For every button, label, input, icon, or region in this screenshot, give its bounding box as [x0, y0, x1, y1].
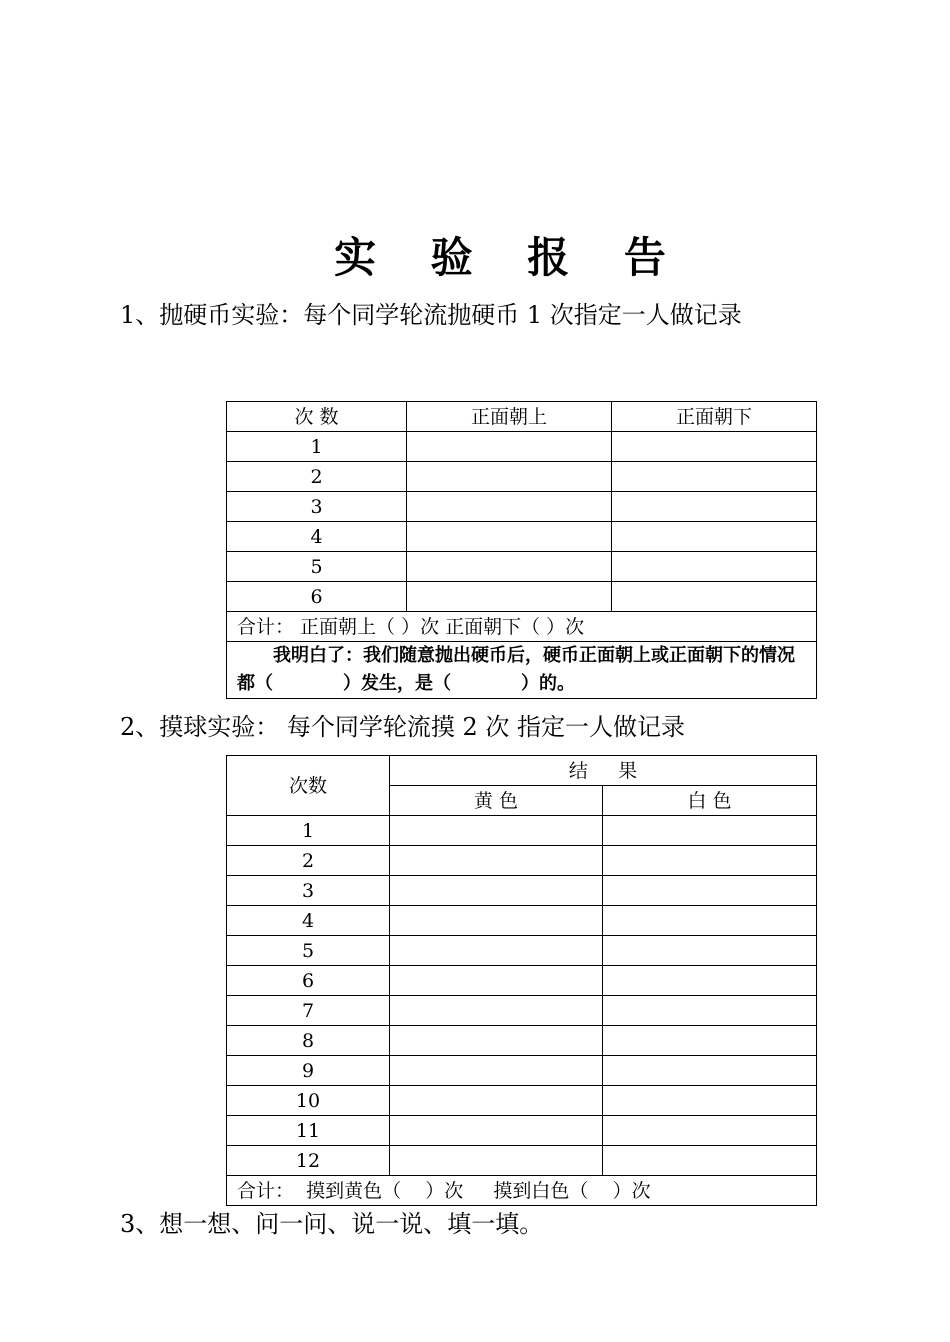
table-row	[227, 816, 817, 846]
white-cell[interactable]	[603, 876, 817, 906]
table-row	[227, 936, 817, 966]
ball-total[interactable]: 合计： 摸到黄色（ ）次 摸到白色（ ）次	[227, 1176, 817, 1206]
yellow-cell[interactable]	[390, 996, 603, 1026]
row-number: 7	[227, 996, 390, 1026]
coin-conclusion[interactable]	[227, 642, 817, 699]
row-number: 3	[227, 492, 407, 522]
yellow-cell[interactable]	[390, 906, 603, 936]
heads-up-cell[interactable]	[407, 582, 612, 612]
heads-down-cell[interactable]	[612, 432, 817, 462]
section-2-heading: 2、摸球实验： 每个同学轮流摸 2 次 指定一人做记录	[120, 713, 686, 741]
yellow-cell[interactable]	[390, 816, 603, 846]
conclusion-row	[227, 642, 817, 699]
ball-draw-table	[226, 755, 817, 1206]
row-number: 5	[227, 936, 390, 966]
heads-down-cell[interactable]	[612, 582, 817, 612]
page-title: 实 验 报 告	[334, 233, 686, 282]
coin-toss-table	[226, 401, 817, 699]
table-header-row	[227, 402, 817, 432]
table-row	[227, 1026, 817, 1056]
header-white: 白 色	[603, 786, 817, 816]
white-cell[interactable]	[603, 1116, 817, 1146]
heads-up-cell[interactable]	[407, 432, 612, 462]
table-row	[227, 996, 817, 1026]
yellow-cell[interactable]	[390, 876, 603, 906]
header-count: 次 数	[227, 402, 407, 432]
white-cell[interactable]	[603, 936, 817, 966]
table-row	[227, 1086, 817, 1116]
white-cell[interactable]	[603, 1086, 817, 1116]
heads-down-cell[interactable]	[612, 492, 817, 522]
header-heads-up: 正面朝上	[407, 402, 612, 432]
yellow-cell[interactable]	[390, 936, 603, 966]
row-number: 10	[227, 1086, 390, 1116]
table-row	[227, 432, 817, 462]
conclusion-text-1: 我明白了：我们随意抛出硬币后，硬币正面朝上或正面朝下的情况都（	[237, 645, 795, 694]
white-cell[interactable]	[603, 906, 817, 936]
total-row	[227, 612, 817, 642]
row-number: 12	[227, 1146, 390, 1176]
row-number: 4	[227, 906, 390, 936]
header-result: 结 果	[390, 756, 817, 786]
section-3-heading: 3、想一想、问一问、说一说、填一填。	[120, 1210, 544, 1238]
header-count: 次数	[227, 756, 390, 816]
row-number: 2	[227, 846, 390, 876]
white-cell[interactable]	[603, 1146, 817, 1176]
table-row	[227, 552, 817, 582]
table-row	[227, 1056, 817, 1086]
row-number: 6	[227, 966, 390, 996]
row-number: 6	[227, 582, 407, 612]
yellow-cell[interactable]	[390, 1146, 603, 1176]
yellow-cell[interactable]	[390, 1026, 603, 1056]
heads-up-cell[interactable]	[407, 522, 612, 552]
heads-up-cell[interactable]	[407, 492, 612, 522]
table-row	[227, 582, 817, 612]
table-row	[227, 906, 817, 936]
section-1-heading: 1、抛硬币实验：每个同学轮流抛硬币 1 次指定一人做记录	[120, 301, 742, 329]
heads-down-cell[interactable]	[612, 522, 817, 552]
row-number: 2	[227, 462, 407, 492]
table-row	[227, 966, 817, 996]
table-row	[227, 846, 817, 876]
yellow-cell[interactable]	[390, 1086, 603, 1116]
white-cell[interactable]	[603, 816, 817, 846]
heads-up-cell[interactable]	[407, 552, 612, 582]
row-number: 1	[227, 816, 390, 846]
conclusion-text-3: ）的。	[521, 673, 575, 694]
heads-up-cell[interactable]	[407, 462, 612, 492]
table-row	[227, 1116, 817, 1146]
table-row	[227, 522, 817, 552]
total-row	[227, 1176, 817, 1206]
white-cell[interactable]	[603, 966, 817, 996]
row-number: 5	[227, 552, 407, 582]
white-cell[interactable]	[603, 1026, 817, 1056]
table-row	[227, 876, 817, 906]
conclusion-text-2: ）发生，是（	[343, 673, 451, 694]
table-row	[227, 492, 817, 522]
row-number: 1	[227, 432, 407, 462]
heads-down-cell[interactable]	[612, 462, 817, 492]
row-number: 4	[227, 522, 407, 552]
heads-down-cell[interactable]	[612, 552, 817, 582]
coin-total[interactable]: 合计： 正面朝上（ ）次 正面朝下（ ）次	[227, 612, 817, 642]
header-heads-down: 正面朝下	[612, 402, 817, 432]
row-number: 11	[227, 1116, 390, 1146]
table-header-row	[227, 756, 817, 786]
yellow-cell[interactable]	[390, 966, 603, 996]
table-row	[227, 462, 817, 492]
table-row	[227, 1146, 817, 1176]
white-cell[interactable]	[603, 1056, 817, 1086]
yellow-cell[interactable]	[390, 1116, 603, 1146]
white-cell[interactable]	[603, 996, 817, 1026]
row-number: 9	[227, 1056, 390, 1086]
row-number: 8	[227, 1026, 390, 1056]
yellow-cell[interactable]	[390, 846, 603, 876]
white-cell[interactable]	[603, 846, 817, 876]
row-number: 3	[227, 876, 390, 906]
yellow-cell[interactable]	[390, 1056, 603, 1086]
header-yellow: 黄 色	[390, 786, 603, 816]
